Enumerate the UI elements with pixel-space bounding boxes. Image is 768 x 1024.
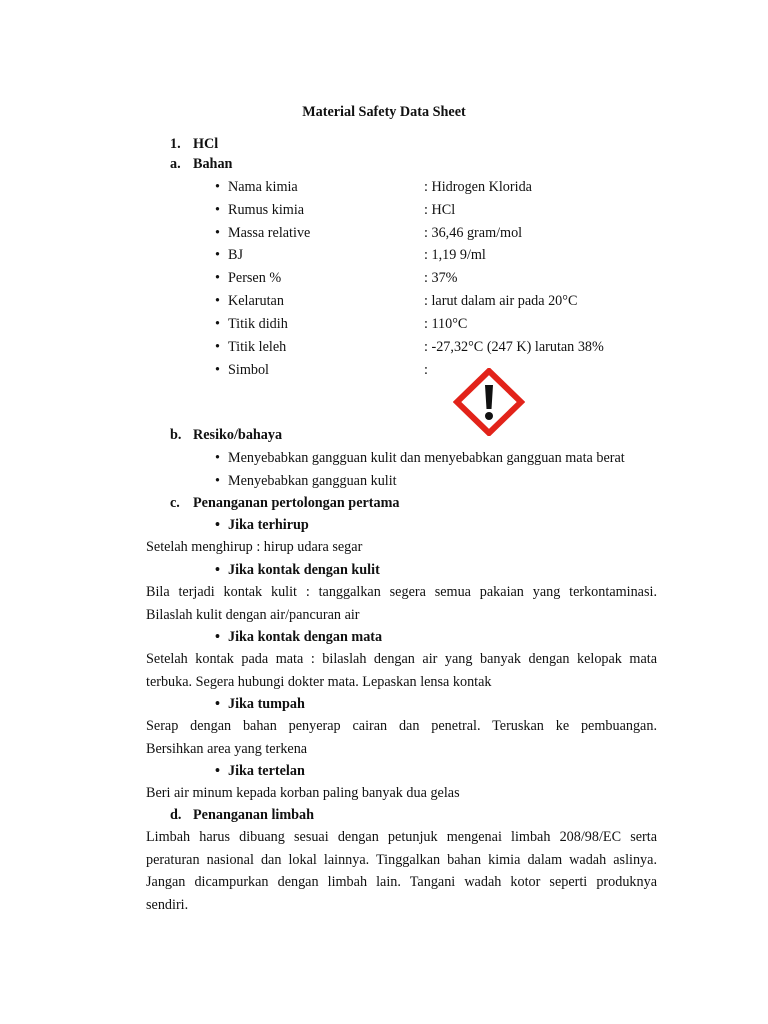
text-line: Jangan dicampurkan dengan limbah lain. Tangani wadah kotor seperti produknya [146,874,657,890]
text-line: Beri air minum kepada korban paling banyak dua gelas [146,785,460,801]
property-value: : larut dalam air pada 20°C [424,293,578,309]
property-label: • Titik didih [228,317,288,331]
subsection-letter-c: c. [170,495,180,511]
section-title: HCl [193,136,219,152]
text-line: Bilaslah kulit dengan air/pancuran air [146,606,360,623]
first-aid-text [146,782,657,805]
waste-handling-text [146,826,657,916]
property-label: • Rumus kimia [228,203,304,217]
subsection-letter-b: b. [170,427,182,443]
property-value: : Hidrogen Klorida [424,179,532,195]
text-line: Bersihkan area yang terkena [146,740,308,757]
property-value: : [424,362,428,378]
text-line: Serap dengan bahan penyerap cairan dan penetral. Teruskan ke pembuangan. [146,718,657,734]
text-line: Limbah harus dibuang sesuai dengan petunjuk mengenai limbah 208/98/EC serta [146,829,657,845]
first-aid-text [146,536,657,559]
first-aid-heading: • Jika tertelan [228,764,305,778]
subsection-heading-penanganan: Penanganan pertolongan pertama [193,495,400,511]
property-value: : 1,19 9/ml [424,247,486,263]
property-label: • BJ [228,248,243,262]
property-value: : 110°C [424,316,468,332]
first-aid-text [146,715,657,760]
property-value: : 37% [424,270,458,286]
property-value: : -27,32°C (247 K) larutan 38% [424,339,604,355]
text-line: sendiri. [146,896,189,913]
text-line: terbuka. Segera hubungi dokter mata. Lepaskan lensa kontak [146,673,492,690]
subsection-heading-bahan: Bahan [193,156,233,172]
first-aid-heading: • Jika tumpah [228,697,305,711]
risk-item: • Menyebabkan gangguan kulit dan menyebabkan gangguan mata berat [228,451,625,465]
subsection-heading-limbah: Penanganan limbah [193,807,315,823]
subsection-letter-a: a. [170,156,181,172]
text-line: Bila terjadi kontak kulit : tanggalkan segera semua pakaian yang terkontaminasi. [146,584,657,600]
text-line: Setelah menghirup : hirup udara segar [146,539,363,555]
first-aid-heading: • Jika terhirup [228,518,309,532]
property-label: • Nama kimia [228,180,298,194]
first-aid-text [146,581,657,626]
text-line: Setelah kontak pada mata : bilaslah dengan air yang banyak dengan kelopak mata [146,651,657,667]
document-title: Material Safety Data Sheet [302,104,466,120]
text-line: peraturan nasional dan lokal lainnya. Tinggalkan bahan kimia dalam wadah aslinya. [146,851,657,868]
first-aid-heading: • Jika kontak dengan mata [228,630,382,644]
property-value: : 36,46 gram/mol [424,225,523,241]
ghs-exclamation-mark-icon [453,368,525,436]
section-number: 1. [170,136,181,152]
first-aid-text [146,648,657,693]
property-value: : HCl [424,202,456,218]
first-aid-heading: • Jika kontak dengan kulit [228,563,380,577]
property-label: • Simbol [228,363,269,377]
property-label: • Persen % [228,271,281,285]
property-label: • Titik leleh [228,340,286,354]
subsection-heading-resiko: Resiko/bahaya [193,427,283,443]
property-label: • Kelarutan [228,294,284,308]
risk-item: • Menyebabkan gangguan kulit [228,474,397,488]
property-label: • Massa relative [228,226,310,240]
subsection-letter-d: d. [170,807,182,823]
